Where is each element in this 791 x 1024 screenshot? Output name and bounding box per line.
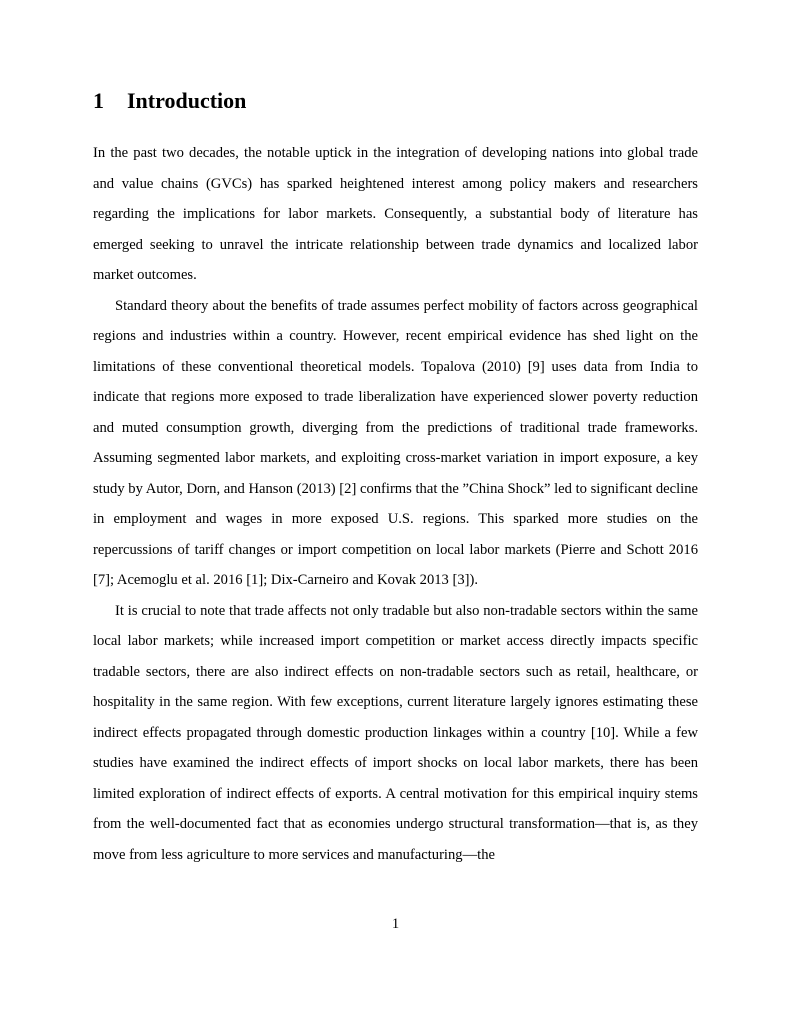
section-title: Introduction <box>127 88 247 113</box>
page-number: 1 <box>391 916 400 932</box>
section-heading <box>93 86 246 116</box>
section-number: 1 <box>93 88 104 113</box>
paragraph: It is crucial to note that trade affects not only tradable but also non-tradable sectors within the same local labor markets; while increased import competition or market access directly impacts specific tradable sectors, there are also indirect effects on non-tradable sectors such as retail, healthcare, or hospitality in the same region. With few exceptions, current literature largely ignores estimating these indirect effects propagated through domestic production linkages within a country [10]. While a few studies have examined the indirect effects of import shocks on local labor markets, there has been limited exploration of indirect effects of exports. A central motivation for this empirical inquiry stems from the well-documented fact that as economies undergo structural transformation—that is, as they move from less agriculture to more services and manufacturing—the <box>93 602 698 863</box>
paragraph: Standard theory about the benefits of trade assumes perfect mobility of factors across geographical regions and industries within a country. However, recent empirical evidence has shed light on the limitations of these conventional theoretical models. Topalova (2010) [9] uses data from India to indicate that regions more exposed to trade liberalization have experienced slower poverty reduction and muted consumption growth, diverging from the predictions of traditional trade frameworks. Assuming segmented labor markets, and exploiting cross-market variation in import exposure, a key study by Autor, Dorn, and Hanson (2013) [2] confirms that the ”China Shock” led to significant decline in employment and wages in more exposed U.S. regions. This sparked more studies on the repercussions of tariff changes or import competition on local labor markets (Pierre and Schott 2016 [7]; Acemoglu et al. 2016 [1]; Dix-Carneiro and Kovak 2013 [3]). <box>93 297 698 588</box>
body-text <box>93 138 698 870</box>
paragraph: In the past two decades, the notable uptick in the integration of developing nations into global trade and value chains (GVCs) has sparked heightened interest among policy makers and researchers regarding the implications for labor markets. Consequently, a substantial body of literature has emerged seeking to unravel the intricate relationship between trade dynamics and localized labor market outcomes. <box>93 145 698 283</box>
